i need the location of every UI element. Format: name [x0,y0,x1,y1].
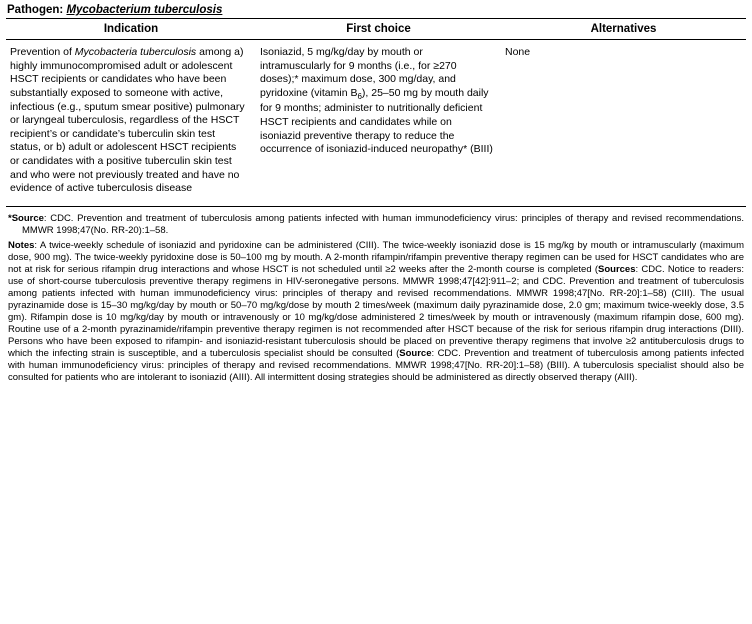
notes-label: Notes [8,239,35,251]
first-choice-text-b: ), 25–50 mg by mouth daily for 9 months; administer to nutritionally deficient HSCT recipients and candidates while on isoniazid preventive therapy to reduce the occurrence of isoniazid-induced neuropathy* (BIII) [260,86,493,156]
footnotes-section [6,207,746,384]
first-choice-subscript: 6 [357,92,362,102]
first-choice-text-a: Isoniazid, 5 mg/kg/day by mouth or intramuscularly for 9 months (i.e., for ≥270 doses);* maximum dose, 300 mg/day, and pyridoxine (vitamin B [260,46,457,99]
recommendations-table [6,18,746,207]
pathogen-heading [6,4,746,18]
notes-text-1: : A twice-weekly schedule of isoniazid and pyridoxine can be administered (CIII). The twice-weekly isoniazid dose is 15 mg/kg by mouth or intramuscularly (maximum dose, 900 mg). The twice-weekly pyridoxine dose is 50–100 mg by mouth. A 2-month rifampin/rifampin preventive therapy regimen can be used for HSCT candidates who are not at risk for serious rifampin drug interactions and whose HSCT is not scheduled until ≥2 weeks after the 2-month course is completed ( [8,239,744,275]
notes-text-3: : CDC. Prevention and treatment of tuberculosis among patients infected with human immunodeficiency virus: principles of therapy and revised recommendations. MMWR 1998;47[No. RR-20]:1–58) (BIII). A tuberculosis specialist should also be consulted for patients who are intolerant to isoniazid (AIII). All intermittent dosing strategies should be administered as directly observed therapy (AIII). [8,347,744,383]
column-header-indication: Indication [6,19,256,40]
indication-text-organism: Mycobacteria tuberculosis [74,46,197,58]
indication-text-post: among a) highly immunocompromised adult or adolescent HSCT recipients or candidates who have been substantially exposed to someone with active, infectious (e.g., sputum smear positive) pulmonary or laryngeal tuberculosis, regardless of the HSCT recipient’s or candidate’s tuberculin skin test status, or b) adult or adolescent HSCT recipients or candidates with a positive tuberculin skin test and who were not previously treated and have no evidence of active tuberculosis disease [10,46,245,195]
notes-sources-label: Sources [598,263,636,275]
source-marker: * [8,213,12,225]
cell-indication [6,40,256,207]
notes-source-label-2: Source [399,347,432,359]
notes-text-2: : CDC. Notice to readers: use of short-course tuberculosis preventive therapy regimens in HIV-seronegative persons. MMWR 1998;47[42]:911–2; and CDC. Prevention and treatment of tuberculosis among patients infected with human immunodeficiency virus: principles of therapy and revised recommendations. MMWR 1998;47[No. RR-20]:1–58) (CIII). The usual pyrazinamide dose is 15–30 mg/kg/day by mouth or 50–70 mg/kg/dose by mouth 2 times/week (maximum daily pyrazinamide dose, 2.0 gm; maximum twice-weekly dose, 3.5 gm). Rifampin dose is 10 mg/kg/day by mouth or intravenously or 10 mg/kg/dose administered 2 times/week by mouth or intravenously (maximum rifampin dose, 600 mg). Routine use of a 2-month pyrazinamide/rifampin preventive therapy regimen is not recommended after HSCT because of the risk for serious rifampin drug interactions (DIII). Persons who have been exposed to rifampin- and isoniazid-resistant tuberculosis should be placed on preventive therapy regimens that involve ≥2 antituberculosis drugs to which the infecting strain is susceptible, and a tuberculosis specialist should be consulted ( [8,263,744,359]
column-header-first-choice: First choice [256,19,501,40]
column-header-alternatives: Alternatives [501,19,746,40]
source-text: : CDC. Prevention and treatment of tuberculosis among patients infected with human immunodeficiency virus: principles of therapy and revised recommendations. MMWR 1998;47(No. RR-20):1–58. [22,213,744,237]
notes-footnote [8,240,744,384]
pathogen-organism: Mycobacterium tuberculosis [66,4,223,16]
indication-text-pre: Prevention of [10,46,75,58]
cell-first-choice [256,40,501,207]
source-footnote [8,213,744,237]
pathogen-label: Pathogen: [7,4,64,16]
table-header-row [6,19,746,40]
cell-alternatives: None [501,40,746,207]
source-label: Source [11,213,44,225]
table-row [6,40,746,207]
